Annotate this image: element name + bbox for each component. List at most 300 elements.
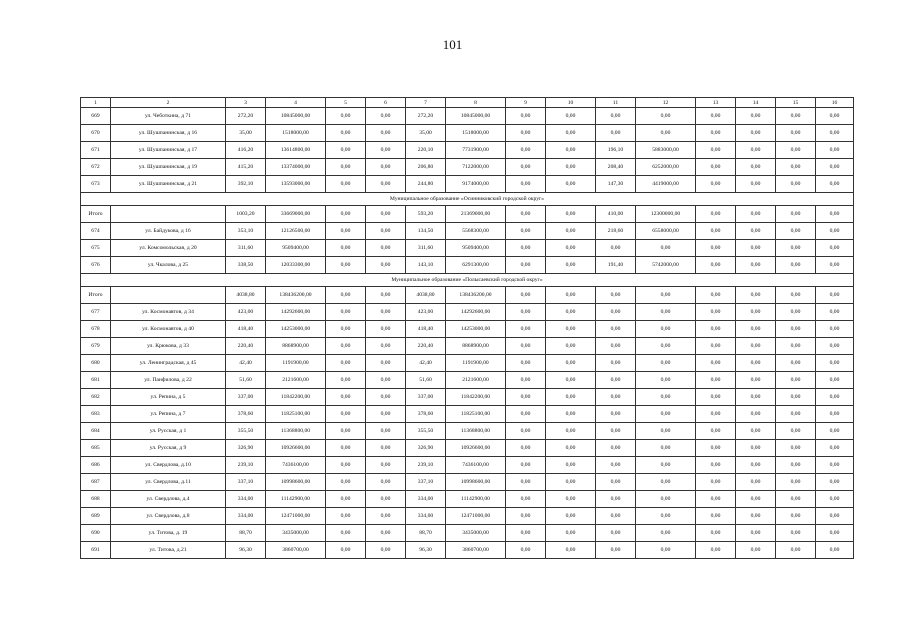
value-cell: 0,00: [366, 423, 406, 440]
value-cell: 88,70: [226, 525, 266, 542]
value-cell: 12471000,00: [266, 508, 326, 525]
column-number-header: 15: [776, 98, 816, 108]
value-cell: 0,00: [776, 372, 816, 389]
value-cell: 0,00: [546, 474, 596, 491]
value-cell: 0,00: [546, 525, 596, 542]
value-cell: 0,00: [636, 240, 696, 257]
value-cell: 0,00: [696, 257, 736, 274]
table-row: [81, 406, 854, 423]
value-cell: 0,00: [816, 457, 854, 474]
value-cell: 11142900,00: [446, 491, 506, 508]
value-cell: 147,30: [596, 176, 636, 193]
value-cell: 0,00: [636, 508, 696, 525]
value-cell: 0,00: [546, 142, 596, 159]
value-cell: 0,00: [506, 176, 546, 193]
value-cell: 0,00: [816, 287, 854, 304]
value-cell: 42,40: [226, 355, 266, 372]
value-cell: 392,10: [226, 176, 266, 193]
row-index: 685: [81, 440, 111, 457]
value-cell: 2121600,00: [446, 372, 506, 389]
value-cell: 0,00: [816, 491, 854, 508]
value-cell: 0,00: [816, 474, 854, 491]
page-number: 101: [442, 37, 463, 52]
value-cell: 6558000,00: [636, 223, 696, 240]
table-row: [81, 176, 854, 193]
address-cell: ул. Шушпанинская, д 19: [111, 159, 226, 176]
section-heading-row: [81, 193, 854, 206]
value-cell: 0,00: [506, 159, 546, 176]
value-cell: 138436200,00: [266, 287, 326, 304]
value-cell: 12126500,00: [266, 223, 326, 240]
value-cell: 11825100,00: [266, 406, 326, 423]
value-cell: 0,00: [596, 240, 636, 257]
value-cell: 0,00: [546, 287, 596, 304]
value-cell: 0,00: [546, 321, 596, 338]
value-cell: 1003,20: [226, 206, 266, 223]
total-label: Итого: [81, 287, 111, 304]
row-index: 673: [81, 176, 111, 193]
value-cell: 0,00: [636, 525, 696, 542]
table-row: [81, 542, 854, 559]
value-cell: 0,00: [636, 125, 696, 142]
value-cell: 0,00: [736, 355, 776, 372]
value-cell: 14253000,00: [266, 321, 326, 338]
value-cell: 416,20: [226, 142, 266, 159]
value-cell: 0,00: [366, 542, 406, 559]
value-cell: 0,00: [326, 223, 366, 240]
value-cell: 0,00: [776, 108, 816, 125]
value-cell: 0,00: [816, 159, 854, 176]
value-cell: 0,00: [736, 508, 776, 525]
value-cell: 0,00: [326, 287, 366, 304]
table-row: [81, 389, 854, 406]
value-cell: 3860700,00: [446, 542, 506, 559]
value-cell: 0,00: [506, 125, 546, 142]
value-cell: 0,00: [366, 287, 406, 304]
table-header-row: [81, 98, 854, 108]
address-cell: ул. Свердлова, д.8: [111, 508, 226, 525]
value-cell: 5568300,00: [446, 223, 506, 240]
table-row: [81, 372, 854, 389]
value-cell: 0,00: [366, 321, 406, 338]
column-number-header: 11: [596, 98, 636, 108]
value-cell: 0,00: [736, 474, 776, 491]
value-cell: 11368800,00: [446, 423, 506, 440]
value-cell: 0,00: [696, 223, 736, 240]
row-index: 669: [81, 108, 111, 125]
value-cell: 10845000,00: [446, 108, 506, 125]
value-cell: 0,00: [816, 525, 854, 542]
column-number-header: 6: [366, 98, 406, 108]
value-cell: 3435000,00: [446, 525, 506, 542]
value-cell: 0,00: [326, 457, 366, 474]
value-cell: 0,00: [696, 355, 736, 372]
column-number-header: 7: [406, 98, 446, 108]
value-cell: 0,00: [506, 508, 546, 525]
value-cell: 337,00: [226, 389, 266, 406]
section-heading-row: [81, 274, 854, 287]
column-number-header: 1: [81, 98, 111, 108]
row-index: 689: [81, 508, 111, 525]
value-cell: 0,00: [816, 423, 854, 440]
value-cell: 0,00: [326, 423, 366, 440]
value-cell: 334,00: [406, 508, 446, 525]
address-cell: ул. Чкалова, д 25: [111, 257, 226, 274]
value-cell: 8868900,00: [266, 338, 326, 355]
value-cell: 0,00: [546, 406, 596, 423]
address-cell: ул. Ленинградская, д 45: [111, 355, 226, 372]
value-cell: 0,00: [816, 142, 854, 159]
value-cell: 0,00: [506, 240, 546, 257]
value-cell: 0,00: [696, 159, 736, 176]
value-cell: 10845000,00: [266, 108, 326, 125]
address-cell: ул. Чеботкина, д 71: [111, 108, 226, 125]
value-cell: 13614800,00: [266, 142, 326, 159]
value-cell: 0,00: [546, 491, 596, 508]
value-cell: 0,00: [546, 542, 596, 559]
value-cell: 0,00: [736, 108, 776, 125]
value-cell: 0,00: [366, 372, 406, 389]
value-cell: 0,00: [736, 423, 776, 440]
row-index: 671: [81, 142, 111, 159]
value-cell: 0,00: [736, 206, 776, 223]
value-cell: 0,00: [326, 406, 366, 423]
value-cell: 0,00: [776, 457, 816, 474]
table-row: [81, 108, 854, 125]
value-cell: 35,00: [226, 125, 266, 142]
table-row: [81, 491, 854, 508]
column-number-header: 10: [546, 98, 596, 108]
value-cell: 0,00: [546, 240, 596, 257]
value-cell: 1191900,00: [446, 355, 506, 372]
value-cell: 0,00: [366, 525, 406, 542]
value-cell: 0,00: [326, 206, 366, 223]
value-cell: 311,60: [406, 240, 446, 257]
table-row: [81, 159, 854, 176]
value-cell: 0,00: [326, 240, 366, 257]
value-cell: 0,00: [736, 176, 776, 193]
value-cell: 0,00: [546, 355, 596, 372]
row-index: 674: [81, 223, 111, 240]
value-cell: 326,90: [226, 440, 266, 457]
address-cell: ул. Русская, д 1: [111, 423, 226, 440]
value-cell: 239,10: [406, 457, 446, 474]
value-cell: 12300000,00: [636, 206, 696, 223]
value-cell: 0,00: [816, 108, 854, 125]
value-cell: 0,00: [326, 474, 366, 491]
table-row: [81, 457, 854, 474]
value-cell: 0,00: [636, 474, 696, 491]
value-cell: 0,00: [776, 389, 816, 406]
value-cell: 0,00: [326, 159, 366, 176]
value-cell: 0,00: [776, 125, 816, 142]
value-cell: 13593000,00: [266, 176, 326, 193]
value-cell: 0,00: [636, 287, 696, 304]
row-index: 681: [81, 372, 111, 389]
value-cell: 196,10: [596, 142, 636, 159]
row-index: 684: [81, 423, 111, 440]
value-cell: 0,00: [366, 125, 406, 142]
value-cell: 0,00: [736, 338, 776, 355]
address-cell: ул. Космонавтов, д 40: [111, 321, 226, 338]
value-cell: 0,00: [776, 223, 816, 240]
address-cell: ул. Свердлова, д.10: [111, 457, 226, 474]
value-cell: 0,00: [506, 304, 546, 321]
value-cell: 0,00: [596, 440, 636, 457]
value-cell: 0,00: [546, 457, 596, 474]
value-cell: 0,00: [596, 389, 636, 406]
value-cell: 0,00: [696, 525, 736, 542]
value-cell: 0,00: [366, 491, 406, 508]
value-cell: 0,00: [366, 338, 406, 355]
value-cell: 0,00: [506, 440, 546, 457]
value-cell: 0,00: [636, 423, 696, 440]
value-cell: 11842200,00: [266, 389, 326, 406]
value-cell: 0,00: [596, 474, 636, 491]
value-cell: 410,00: [596, 206, 636, 223]
value-cell: 9174000,00: [446, 176, 506, 193]
value-cell: 0,00: [326, 542, 366, 559]
value-cell: 0,00: [596, 542, 636, 559]
value-cell: 0,00: [736, 240, 776, 257]
value-cell: 4038,80: [226, 287, 266, 304]
table-row: [81, 525, 854, 542]
value-cell: 0,00: [636, 457, 696, 474]
value-cell: 0,00: [736, 389, 776, 406]
value-cell: 423,00: [226, 304, 266, 321]
value-cell: 0,00: [736, 491, 776, 508]
value-cell: 0,00: [696, 125, 736, 142]
value-cell: 239,10: [226, 457, 266, 474]
row-index: 687: [81, 474, 111, 491]
value-cell: 0,00: [816, 542, 854, 559]
row-index: 683: [81, 406, 111, 423]
address-cell: ул. Титова, д. 19: [111, 525, 226, 542]
value-cell: 218,60: [596, 223, 636, 240]
value-cell: 0,00: [736, 372, 776, 389]
value-cell: 0,00: [546, 423, 596, 440]
value-cell: 0,00: [506, 321, 546, 338]
value-cell: 0,00: [636, 355, 696, 372]
address-cell: ул. Репина, д 5: [111, 389, 226, 406]
address-cell: ул. Крюкова, д 33: [111, 338, 226, 355]
row-index: 677: [81, 304, 111, 321]
value-cell: 0,00: [736, 304, 776, 321]
address-cell: ул. Шушпанинская, д 16: [111, 125, 226, 142]
value-cell: 0,00: [636, 338, 696, 355]
value-cell: 0,00: [736, 321, 776, 338]
value-cell: 14253000,00: [446, 321, 506, 338]
value-cell: 0,00: [816, 372, 854, 389]
address-cell: ул. Титова, д.21: [111, 542, 226, 559]
address-cell: [111, 206, 226, 223]
value-cell: 0,00: [326, 491, 366, 508]
value-cell: 0,00: [546, 372, 596, 389]
value-cell: 0,00: [636, 542, 696, 559]
value-cell: 5742000,00: [636, 257, 696, 274]
register-table: [80, 97, 854, 559]
row-index: 676: [81, 257, 111, 274]
value-cell: 0,00: [816, 206, 854, 223]
value-cell: 0,00: [366, 176, 406, 193]
value-cell: 0,00: [546, 440, 596, 457]
column-number-header: 2: [111, 98, 226, 108]
value-cell: 0,00: [696, 176, 736, 193]
value-cell: 51,60: [406, 372, 446, 389]
table-row: [81, 508, 854, 525]
value-cell: 0,00: [636, 440, 696, 457]
row-index: 686: [81, 457, 111, 474]
value-cell: 0,00: [696, 240, 736, 257]
value-cell: 0,00: [776, 159, 816, 176]
value-cell: 0,00: [696, 206, 736, 223]
value-cell: 0,00: [776, 304, 816, 321]
value-cell: 0,00: [816, 406, 854, 423]
value-cell: 0,00: [816, 440, 854, 457]
value-cell: 6252000,00: [636, 159, 696, 176]
value-cell: 0,00: [636, 491, 696, 508]
value-cell: 418,40: [226, 321, 266, 338]
value-cell: 0,00: [816, 257, 854, 274]
value-cell: 0,00: [636, 389, 696, 406]
column-number-header: 12: [636, 98, 696, 108]
value-cell: 96,30: [406, 542, 446, 559]
row-index: 678: [81, 321, 111, 338]
value-cell: 0,00: [776, 474, 816, 491]
value-cell: 11842200,00: [446, 389, 506, 406]
column-number-header: 5: [326, 98, 366, 108]
value-cell: 0,00: [816, 223, 854, 240]
value-cell: 338,50: [226, 257, 266, 274]
value-cell: 0,00: [366, 474, 406, 491]
value-cell: 0,00: [736, 142, 776, 159]
value-cell: 378,60: [406, 406, 446, 423]
value-cell: 0,00: [506, 108, 546, 125]
value-cell: 272,20: [406, 108, 446, 125]
value-cell: 0,00: [366, 389, 406, 406]
value-cell: 0,00: [696, 142, 736, 159]
value-cell: 0,00: [696, 304, 736, 321]
value-cell: 0,00: [506, 355, 546, 372]
address-cell: ул. Свердлова, д.4: [111, 491, 226, 508]
value-cell: 0,00: [546, 304, 596, 321]
value-cell: 0,00: [736, 542, 776, 559]
value-cell: 0,00: [326, 321, 366, 338]
value-cell: 0,00: [776, 142, 816, 159]
column-number-header: 4: [266, 98, 326, 108]
row-index: 691: [81, 542, 111, 559]
value-cell: 3860700,00: [266, 542, 326, 559]
value-cell: 220,40: [226, 338, 266, 355]
value-cell: 0,00: [546, 206, 596, 223]
value-cell: 0,00: [506, 491, 546, 508]
value-cell: 0,00: [326, 125, 366, 142]
row-index: 679: [81, 338, 111, 355]
column-number-header: 13: [696, 98, 736, 108]
value-cell: 0,00: [366, 304, 406, 321]
value-cell: 0,00: [596, 321, 636, 338]
value-cell: 0,00: [776, 257, 816, 274]
value-cell: 337,10: [226, 474, 266, 491]
value-cell: 0,00: [696, 389, 736, 406]
value-cell: 244,80: [406, 176, 446, 193]
value-cell: 0,00: [506, 142, 546, 159]
value-cell: 0,00: [776, 355, 816, 372]
column-number-header: 14: [736, 98, 776, 108]
value-cell: 13374000,00: [266, 159, 326, 176]
value-cell: 334,00: [226, 491, 266, 508]
value-cell: 0,00: [596, 355, 636, 372]
value-cell: 0,00: [596, 491, 636, 508]
value-cell: 0,00: [326, 355, 366, 372]
value-cell: 0,00: [776, 338, 816, 355]
address-cell: ул. Шушпанинская, д 21: [111, 176, 226, 193]
address-cell: ул. Космонавтов, д 34: [111, 304, 226, 321]
value-cell: 0,00: [596, 338, 636, 355]
value-cell: 1518000,00: [446, 125, 506, 142]
value-cell: 355,50: [406, 423, 446, 440]
column-number-header: 8: [446, 98, 506, 108]
table-row: [81, 223, 854, 240]
value-cell: 0,00: [326, 108, 366, 125]
value-cell: 0,00: [816, 176, 854, 193]
value-cell: 593,20: [406, 206, 446, 223]
value-cell: 0,00: [736, 525, 776, 542]
value-cell: 138436200,00: [446, 287, 506, 304]
value-cell: 0,00: [366, 457, 406, 474]
row-index: 670: [81, 125, 111, 142]
value-cell: 0,00: [506, 338, 546, 355]
value-cell: 0,00: [736, 223, 776, 240]
table-body: [81, 98, 854, 559]
row-index: 672: [81, 159, 111, 176]
value-cell: 0,00: [776, 321, 816, 338]
value-cell: 0,00: [736, 406, 776, 423]
total-row: [81, 287, 854, 304]
value-cell: 0,00: [696, 474, 736, 491]
value-cell: 378,60: [226, 406, 266, 423]
value-cell: 337,00: [406, 389, 446, 406]
value-cell: 10998600,00: [446, 474, 506, 491]
value-cell: 0,00: [326, 440, 366, 457]
value-cell: 35,00: [406, 125, 446, 142]
value-cell: 334,00: [226, 508, 266, 525]
value-cell: 0,00: [596, 525, 636, 542]
value-cell: 0,00: [636, 321, 696, 338]
value-cell: 0,00: [326, 338, 366, 355]
value-cell: 353,10: [226, 223, 266, 240]
table-row: [81, 423, 854, 440]
address-cell: ул. Комсомольская, д 20: [111, 240, 226, 257]
value-cell: 0,00: [596, 423, 636, 440]
value-cell: 0,00: [736, 457, 776, 474]
value-cell: 0,00: [596, 108, 636, 125]
table-row: [81, 355, 854, 372]
value-cell: 0,00: [696, 372, 736, 389]
value-cell: 11368800,00: [266, 423, 326, 440]
value-cell: 0,00: [596, 125, 636, 142]
row-index: 688: [81, 491, 111, 508]
value-cell: 0,00: [776, 525, 816, 542]
value-cell: 0,00: [366, 257, 406, 274]
value-cell: 0,00: [366, 406, 406, 423]
value-cell: 0,00: [636, 108, 696, 125]
value-cell: 0,00: [506, 372, 546, 389]
address-cell: [111, 287, 226, 304]
table-row: [81, 338, 854, 355]
value-cell: 0,00: [546, 257, 596, 274]
value-cell: 0,00: [546, 389, 596, 406]
